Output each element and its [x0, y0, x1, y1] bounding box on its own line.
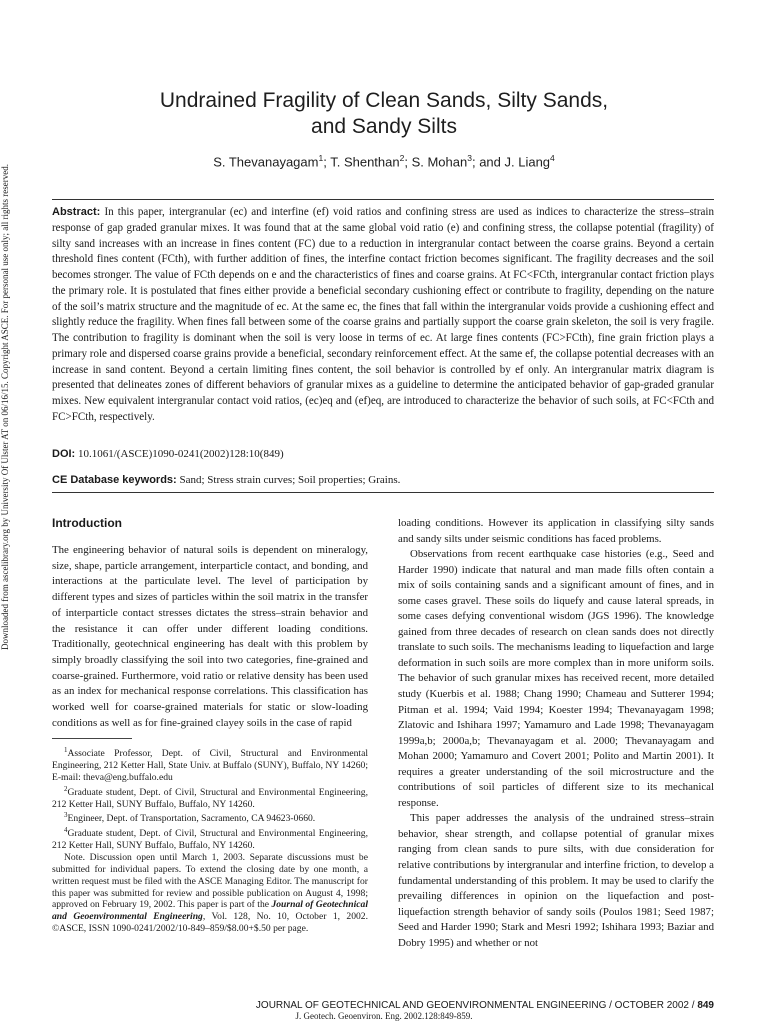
- author-name: T. Shenthan: [330, 154, 400, 170]
- bottom-citation: J. Geotech. Geoenviron. Eng. 2002.128:849-859.: [295, 1011, 473, 1021]
- note-text: Note. Discussion open until March 1, 2003. Separate discussions must be submitted for individual papers. To extend the closing date by one month, a written request must be filed with the ASCE Managing Editor. The manuscript for this paper was submitted for review and possible publication on August 4, 1998; approved on February 19, 2002. This paper is part of the: [52, 852, 368, 911]
- footnotes: [52, 745, 368, 935]
- author-separator: ;: [323, 154, 331, 170]
- title-line-2: and Sandy Silts: [311, 115, 457, 138]
- title-line-1: Undrained Fragility of Clean Sands, Silty Sands,: [159, 89, 609, 112]
- note-paragraph: [52, 852, 368, 935]
- footnote-text: Associate Professor, Dept. of Civil, Structural and Environmental Engineering, 212 Ketter Hall, State Univ. at Buffalo (SUNY), Buffalo, NY 14260; E-mail: theva@eng.buffalo.edu: [52, 748, 368, 783]
- author-affiliation-mark: 3: [467, 153, 472, 163]
- page-number: 849: [697, 1000, 714, 1011]
- abstract-top-rule: [52, 199, 714, 200]
- footnote-mark: 2: [64, 784, 68, 793]
- doi-line: [52, 448, 714, 460]
- note-journal-name: Journal of Geotechnical and Geoenvironmental Engineering: [52, 899, 368, 923]
- author-list: [40, 153, 728, 169]
- left-column-body: [52, 543, 368, 731]
- footnote-mark: 3: [64, 811, 68, 820]
- paragraph: This paper addresses the analysis of the undrained stress–strain behavior, shear strength, and collapse potential of granular mixes ranging from clean sands to pure silts, with due consideration for relative contributions by intergranular and interfine friction, to develop a fundamental understanding of this problem. It may be used to clarify the prevailing differences in opinion on the liquefaction and post-liquefaction strength behavior of sandy soils (Poulos 1981; Seed 1987; Seed and Harder 1990; Stark and Mesri 1992; Ishihara 1993; Baziar and Dobry 1995) and whether or not: [398, 812, 714, 949]
- paragraph: loading conditions. However its application in classifying silty sands and sandy silts under seismic conditions has faced problems.: [398, 517, 714, 545]
- footnote-mark: 1: [64, 746, 68, 754]
- abstract: [52, 205, 714, 426]
- author-separator: ;: [404, 154, 412, 170]
- author-name: S. Thevanayagam: [213, 154, 319, 170]
- footnote-text: Graduate student, Dept. of Civil, Structural and Environmental Engineering, 212 Ketter Hall, SUNY Buffalo, Buffalo, NY 14260.: [52, 786, 368, 810]
- keywords-line: [52, 474, 714, 486]
- author-affiliation-mark: 2: [399, 153, 405, 163]
- footnote-mark: 4: [64, 826, 68, 835]
- doi-value[interactable]: 10.1061/(ASCE)1090-0241(2002)128:10(849): [77, 448, 284, 460]
- footnote-text: Graduate student, Dept. of Civil, Structural and Environmental Engineering, 212 Ketter Hall, SUNY Buffalo, Buffalo, NY 14260.: [52, 828, 368, 852]
- footnote: [52, 810, 368, 825]
- section-heading-introduction: Introduction: [52, 516, 122, 530]
- note-text-end: , Vol. 128, No. 10, October 1, 2002. ©ASCE, ISSN 1090-0241/2002/10-849–859/$8.00+$.50 per page.: [52, 911, 368, 934]
- journal-footer: [256, 1000, 714, 1011]
- footnote-text: Engineer, Dept. of Transportation, Sacramento, CA 94623-0660.: [67, 813, 316, 825]
- right-column-body: [398, 516, 714, 951]
- paper-title: [40, 88, 728, 140]
- paragraph: Observations from recent earthquake case histories (e.g., Seed and Harder 1990) indicate that natural and man made fills often contain a mix of soils containing sands and a significant amount of fines, and in some cases gravel. These soils do liquefy and cause lateral spreads, in some cases defying conventional wisdom (JGS 1996). The knowledge gained from three decades of research on clean sands does not directly translate to such soils. The mechanisms leading to liquefaction and large deformation in such soils are more complex than in more uniform soils. The behavior of such granular mixes has received recent, more detailed study (Kuerbis et al. 1988; Chang 1990; Chameau and Sutterer 1994; Pitman et al. 1994; Vaid 1994; Koester 1994; Thevanayagam 1998; Zlatovic and Ishihara 1997; Yamamuro and Lade 1998; Thevanayagam 1999a,b; 2000a,b; Thevanayagam et al. 2000; Thevanayagam and Mohan 2000; Yamamuro and Covert 2001; Polito and Martin 2001). It requires a greater understanding of the soil microstructure and the contributions of soil particles of different size to its mechanical response.: [398, 548, 714, 809]
- footnote: [52, 784, 368, 811]
- paragraph: The engineering behavior of natural soils is dependent on mineralogy, size, shape, particle arrangement, interparticle contact, and bonding, and interactions at the particulate level. The level of participation by different types and sizes of particles within the soil matrix in the transfer of interparticle contact stresses dictates the stress–strain behavior and the resistance it can offer under different loading conditions. Traditionally, geotechnical engineering has dealt with this problem by simply broadly classifying the soil into two categories, fine-grained and coarse-grained. Furthermore, void ratio or relative density has been used as an index for mechanical response correlations. This classification has worked well for coarse-grained materials for static or slow-loading conditions as well as for fine-grained clayey soils in the case of rapid: [52, 544, 368, 729]
- author-name: J. Liang: [504, 154, 551, 170]
- footnote: [52, 745, 368, 784]
- abstract-text: In this paper, intergranular (ec) and interfine (ef) void ratios and confining stress are used as indices to characterize the stress–strain response of gap graded granular mixes. It was found that at the same global void ratio (e) and confining stress, the collapse potential (fragility) of silty sand increases with an increase in fines content (FC) due to a reduction in intergranular contact between the coarse grains. Beyond a certain threshold fines content (FCth), with further addition of fines, the interfine contact friction becomes significant. The fragility decreases and the soil becomes stronger. The value of FCth depends on e and the characteristics of fines and coarse grains. At FC<FCth, intergranular contact friction plays the primary role. It is postulated that fines either provide a beneficial secondary cushioning effect or contribute to fragility, depending on the nature of the soil’s matrix structure and the magnitude of ec. At the same ec, the fines that fall within the intergranular voids provide a cushioning effect and slightly reduce the fragility. When fines fall between some of the coarse grains and partially support the coarse grain skeleton, the soil is very fragile. The contribution to fragility is dominant when the soil is very loose in terms of ec. At large fines contents (FC>FCth), fine grain friction plays a primary role and dispersed coarse grains provide a beneficial, secondary reinforcement effect. At the same ef, the collapse potential decreases with an increase in sand content. Beyond a certain limiting fines content, the soil behavior is controlled by ef only. An intergranular matrix diagram is presented that delineates zones of different behaviors of granular mixes as a guideline to determine the anticipated behavior of gap-graded granular mixes. New equivalent intergranular contact void ratios, (ec)eq and (ef)eq, are introduced to characterize the behavior of such soils, at FC<FCth and FC>FCth, respectively.: [52, 206, 715, 423]
- author-separator: ; and: [471, 154, 505, 170]
- author-name: S. Mohan: [411, 154, 468, 170]
- doi-label: DOI:: [52, 448, 76, 460]
- download-watermark: Downloaded from ascelibrary.org by University Of Ulster AT on 06/16/15. Copyright ASCE. For personal use only; all rights reserved.: [0, 164, 10, 651]
- author-affiliation-mark: 1: [318, 153, 324, 163]
- journal-footer-text: JOURNAL OF GEOTECHNICAL AND GEOENVIRONMENTAL ENGINEERING / OCTOBER 2002 /: [255, 1000, 698, 1011]
- keywords-value: Sand; Stress strain curves; Soil properties; Grains.: [179, 474, 401, 486]
- abstract-label: Abstract:: [52, 206, 101, 218]
- abstract-bottom-rule: [52, 492, 714, 493]
- keywords-label: CE Database keywords:: [52, 474, 177, 486]
- footnote-rule: [52, 738, 132, 739]
- author-affiliation-mark: 4: [550, 153, 555, 163]
- footnote: [52, 825, 368, 852]
